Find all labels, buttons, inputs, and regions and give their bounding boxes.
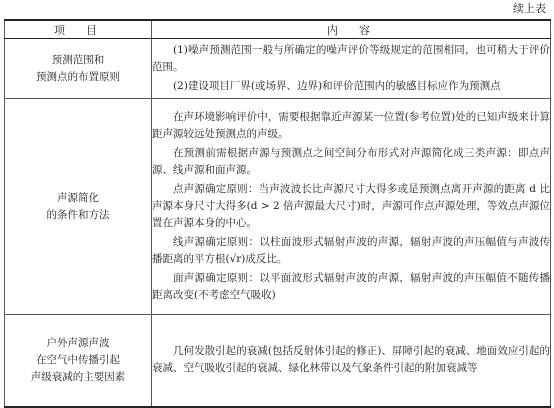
content-paragraph: 在预测前需根据声源与预测点之间空间分布形式对声源简化成三类声源：即点声源、线声源和面声源。 bbox=[152, 147, 550, 176]
row-content bbox=[152, 99, 551, 315]
item-label-line: 预测点的布置原则 bbox=[36, 70, 120, 83]
row-content bbox=[152, 315, 551, 407]
table-row bbox=[5, 99, 551, 315]
item-label-line: 户外声源声波 bbox=[46, 336, 110, 349]
content-paragraph: 几何发散引起的衰减(包括反射体引起的修正)、屏障引起的衰减、地面效应引起的衰减、空气吸收引起的衰减、绿化林带以及气象条件引起的附加衰减等 bbox=[152, 345, 550, 375]
row-item-label bbox=[5, 39, 152, 99]
content-paragraph: 在声环境影响评价中，需要根据靠近声源某一位置(参考位置)处的已知声级来计算距声源较远处预测点的声级。 bbox=[152, 111, 550, 140]
table-row bbox=[5, 39, 551, 99]
item-label-line: 在空气中传播引起 bbox=[36, 353, 120, 366]
content-paragraph: 点声源确定原则：当声波波长比声源尺寸大得多或是预测点离开声源的距离 d 比声源本身尺寸大得多(d > 2 倍声源最大尺寸)时，声源可作点声源处理，等效点声源位置在声源本身的中心。 bbox=[152, 183, 550, 229]
column-header-content: 内 容 bbox=[152, 20, 551, 39]
item-label-line: 声源简化 bbox=[57, 191, 99, 204]
table-row bbox=[5, 315, 551, 407]
row-content bbox=[152, 39, 551, 99]
table-header-row bbox=[5, 20, 551, 39]
content-paragraph: 面声源确定原则：以平面波形式辐射声波的声源，辐射声波的声压幅值不随传播距离改变(不考虑空气吸收) bbox=[152, 272, 550, 301]
item-label-line: 的条件和方法 bbox=[46, 208, 110, 221]
continued-label: 续上表 bbox=[513, 2, 546, 15]
row-item-label bbox=[5, 99, 152, 315]
item-label-line: 预测范围和 bbox=[51, 53, 105, 66]
content-table bbox=[4, 19, 551, 408]
content-paragraph: (1)噪声预测范围一般与所确定的噪声评价等级规定的范围相同，也可稍大于评价范围。 bbox=[152, 44, 550, 73]
row-item-label bbox=[5, 315, 152, 407]
item-label-line: 声级衰减的主要因素 bbox=[30, 370, 126, 383]
content-paragraph: (2)建设项目厂界(或场界、边界)和评价范围内的敏感目标应作为预测点 bbox=[173, 80, 501, 92]
content-paragraph: 线声源确定原则：以柱面波形式辐射声波的声源，辐射声波的声压幅值与声波传播距离的平方根(√r)成反比。 bbox=[152, 236, 550, 265]
column-header-item: 项 目 bbox=[5, 20, 152, 39]
